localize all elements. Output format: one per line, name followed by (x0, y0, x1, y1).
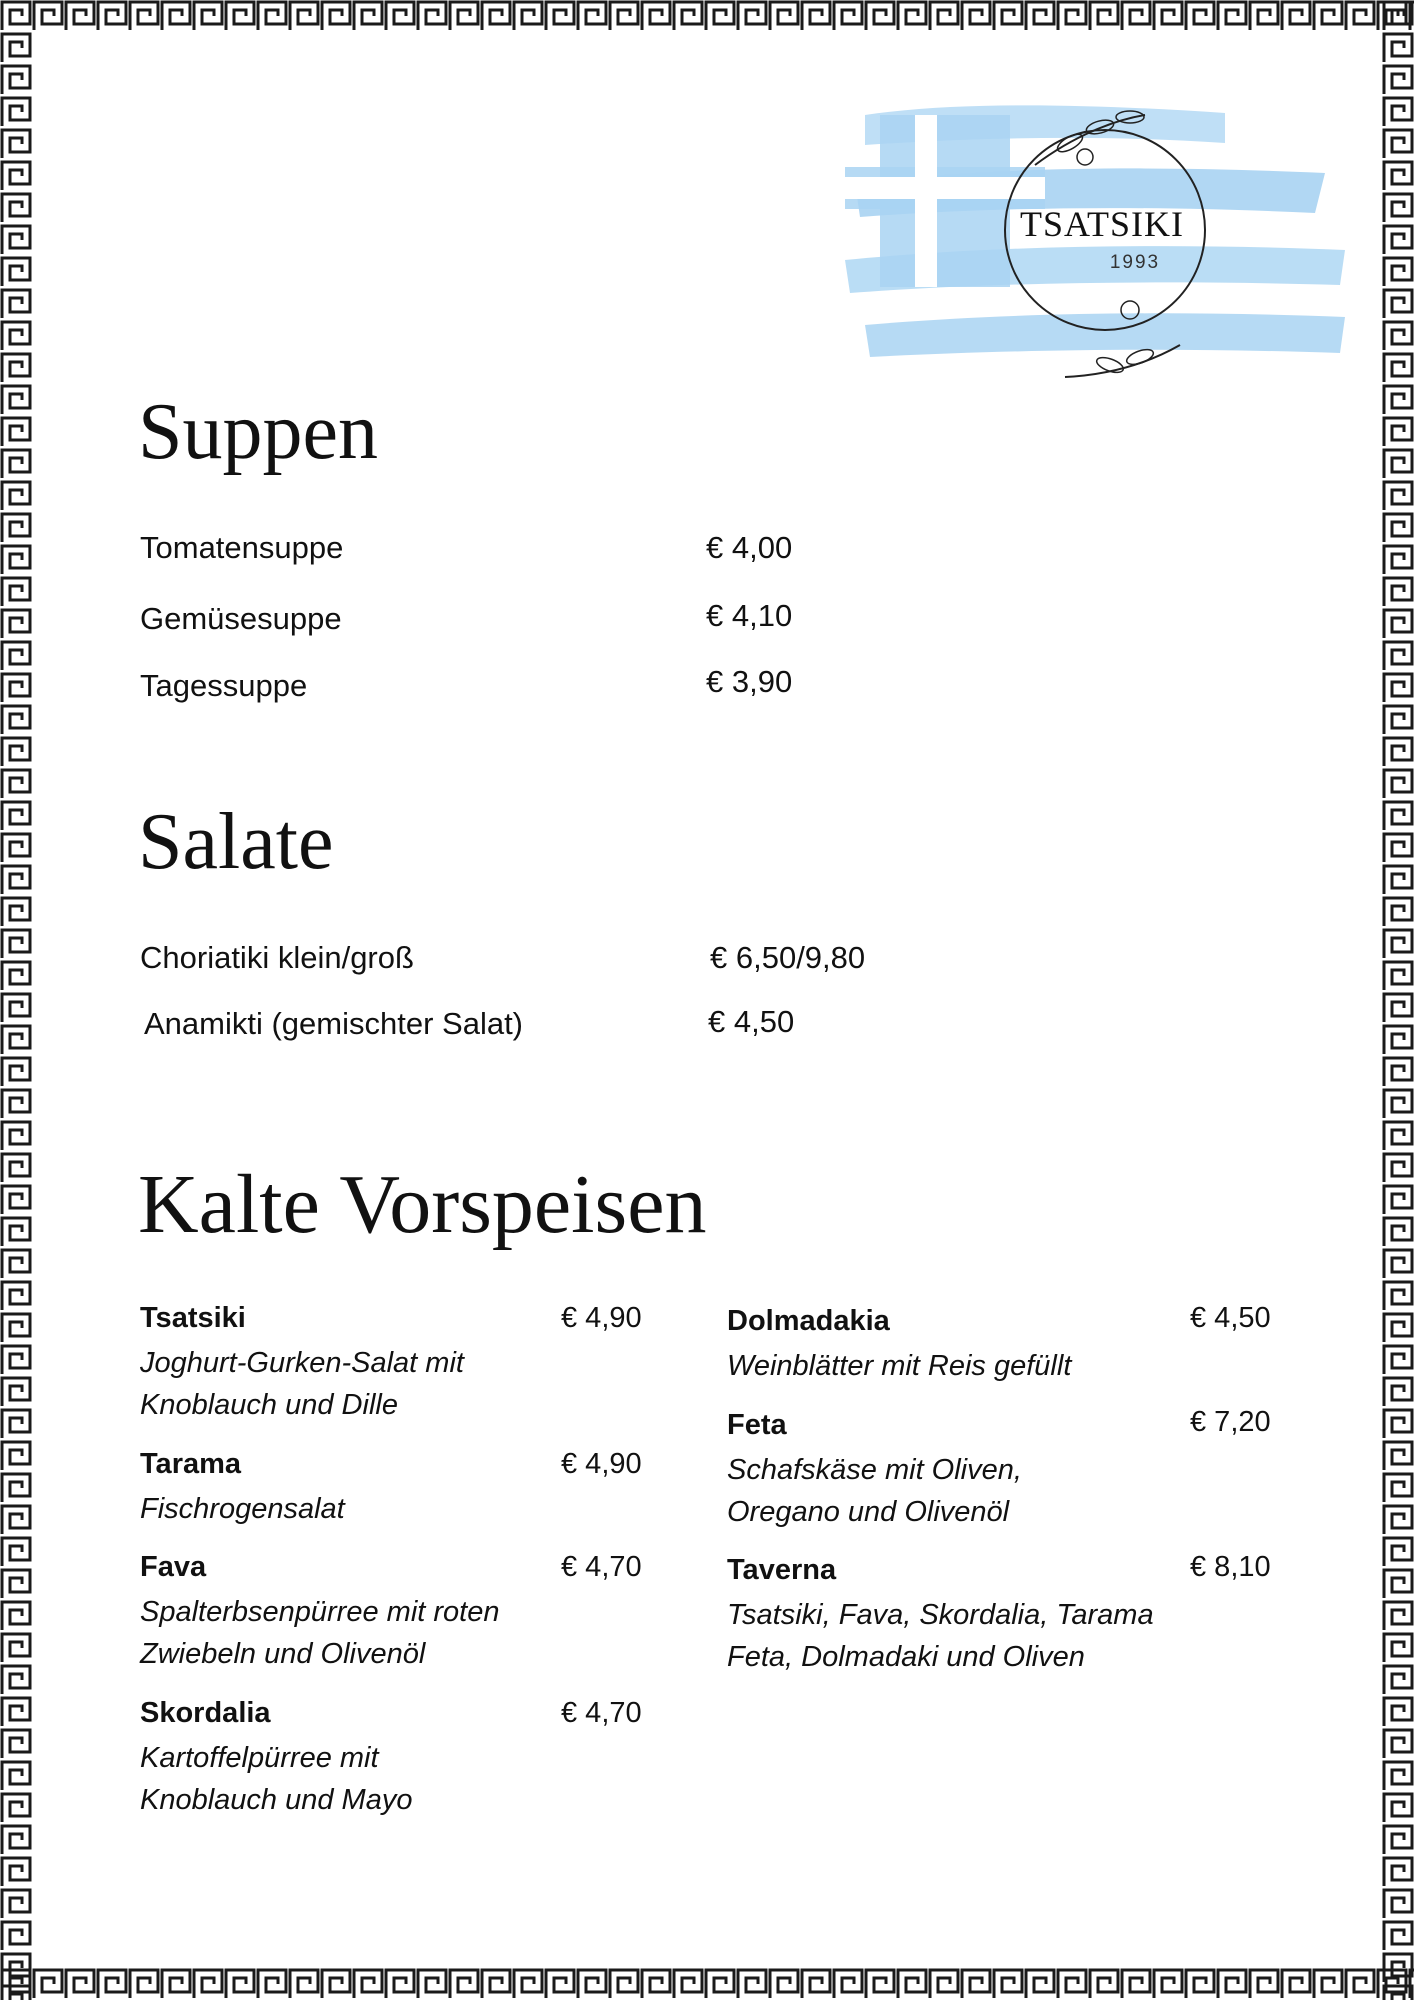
section-title-salads: Salate (138, 798, 334, 886)
salad-name: Choriatiki klein/groß (140, 940, 414, 975)
item-name: Fava (140, 1551, 207, 1583)
item-name: Dolmadakia (727, 1305, 890, 1337)
item-description: Kartoffelpürree mit Knoblauch und Mayo (140, 1742, 413, 1816)
salad-price: € 6,50/9,80 (710, 940, 866, 975)
item-name: Tsatsiki (140, 1302, 246, 1334)
item-price: € 4,90 (561, 1448, 642, 1480)
greek-key-border-bottom (0, 1968, 1414, 2000)
salad-name: Anamikti (gemischter Salat) (144, 1006, 524, 1041)
section-title-soups: Suppen (138, 388, 378, 476)
salad-price: € 4,50 (708, 1004, 795, 1039)
item-description: Weinblätter mit Reis gefüllt (727, 1350, 1072, 1382)
greek-key-border-left (0, 0, 32, 2000)
item-description: Fischrogensalat (140, 1493, 345, 1525)
item-description: Spalterbsenpürree mit roten Zwiebeln und Olivenöl (140, 1596, 500, 1670)
greek-key-border-right (1382, 0, 1414, 2000)
item-price: € 4,50 (1190, 1302, 1271, 1334)
item-name: Skordalia (140, 1697, 271, 1729)
soup-price: € 4,00 (706, 530, 793, 565)
item-name: Taverna (727, 1554, 837, 1586)
soup-name: Tomatensuppe (140, 530, 344, 565)
section-title-cold-starters: Kalte Vorspeisen (138, 1158, 707, 1251)
item-price: € 4,90 (561, 1302, 642, 1334)
restaurant-logo (845, 95, 1355, 405)
logo-year: 1993 (1109, 252, 1161, 273)
logo-name: TSATSIKI (1019, 204, 1184, 244)
item-price: € 7,20 (1190, 1406, 1271, 1438)
item-name: Tarama (140, 1448, 242, 1480)
greek-key-border-top (0, 0, 1414, 32)
soup-price: € 3,90 (706, 664, 793, 699)
soup-price: € 4,10 (706, 598, 793, 633)
item-price: € 4,70 (561, 1551, 642, 1583)
soup-name: Gemüsesuppe (140, 601, 342, 636)
item-name: Feta (727, 1409, 787, 1441)
item-description: Tsatsiki, Fava, Skordalia, Tarama Feta, Dolmadaki und Oliven (727, 1599, 1154, 1673)
item-price: € 8,10 (1190, 1551, 1271, 1583)
soup-name: Tagessuppe (140, 668, 308, 703)
item-description: Schafskäse mit Oliven, Oregano und Olivenöl (727, 1454, 1022, 1528)
item-price: € 4,70 (561, 1697, 642, 1729)
item-description: Joghurt-Gurken-Salat mit Knoblauch und Dille (140, 1347, 464, 1421)
